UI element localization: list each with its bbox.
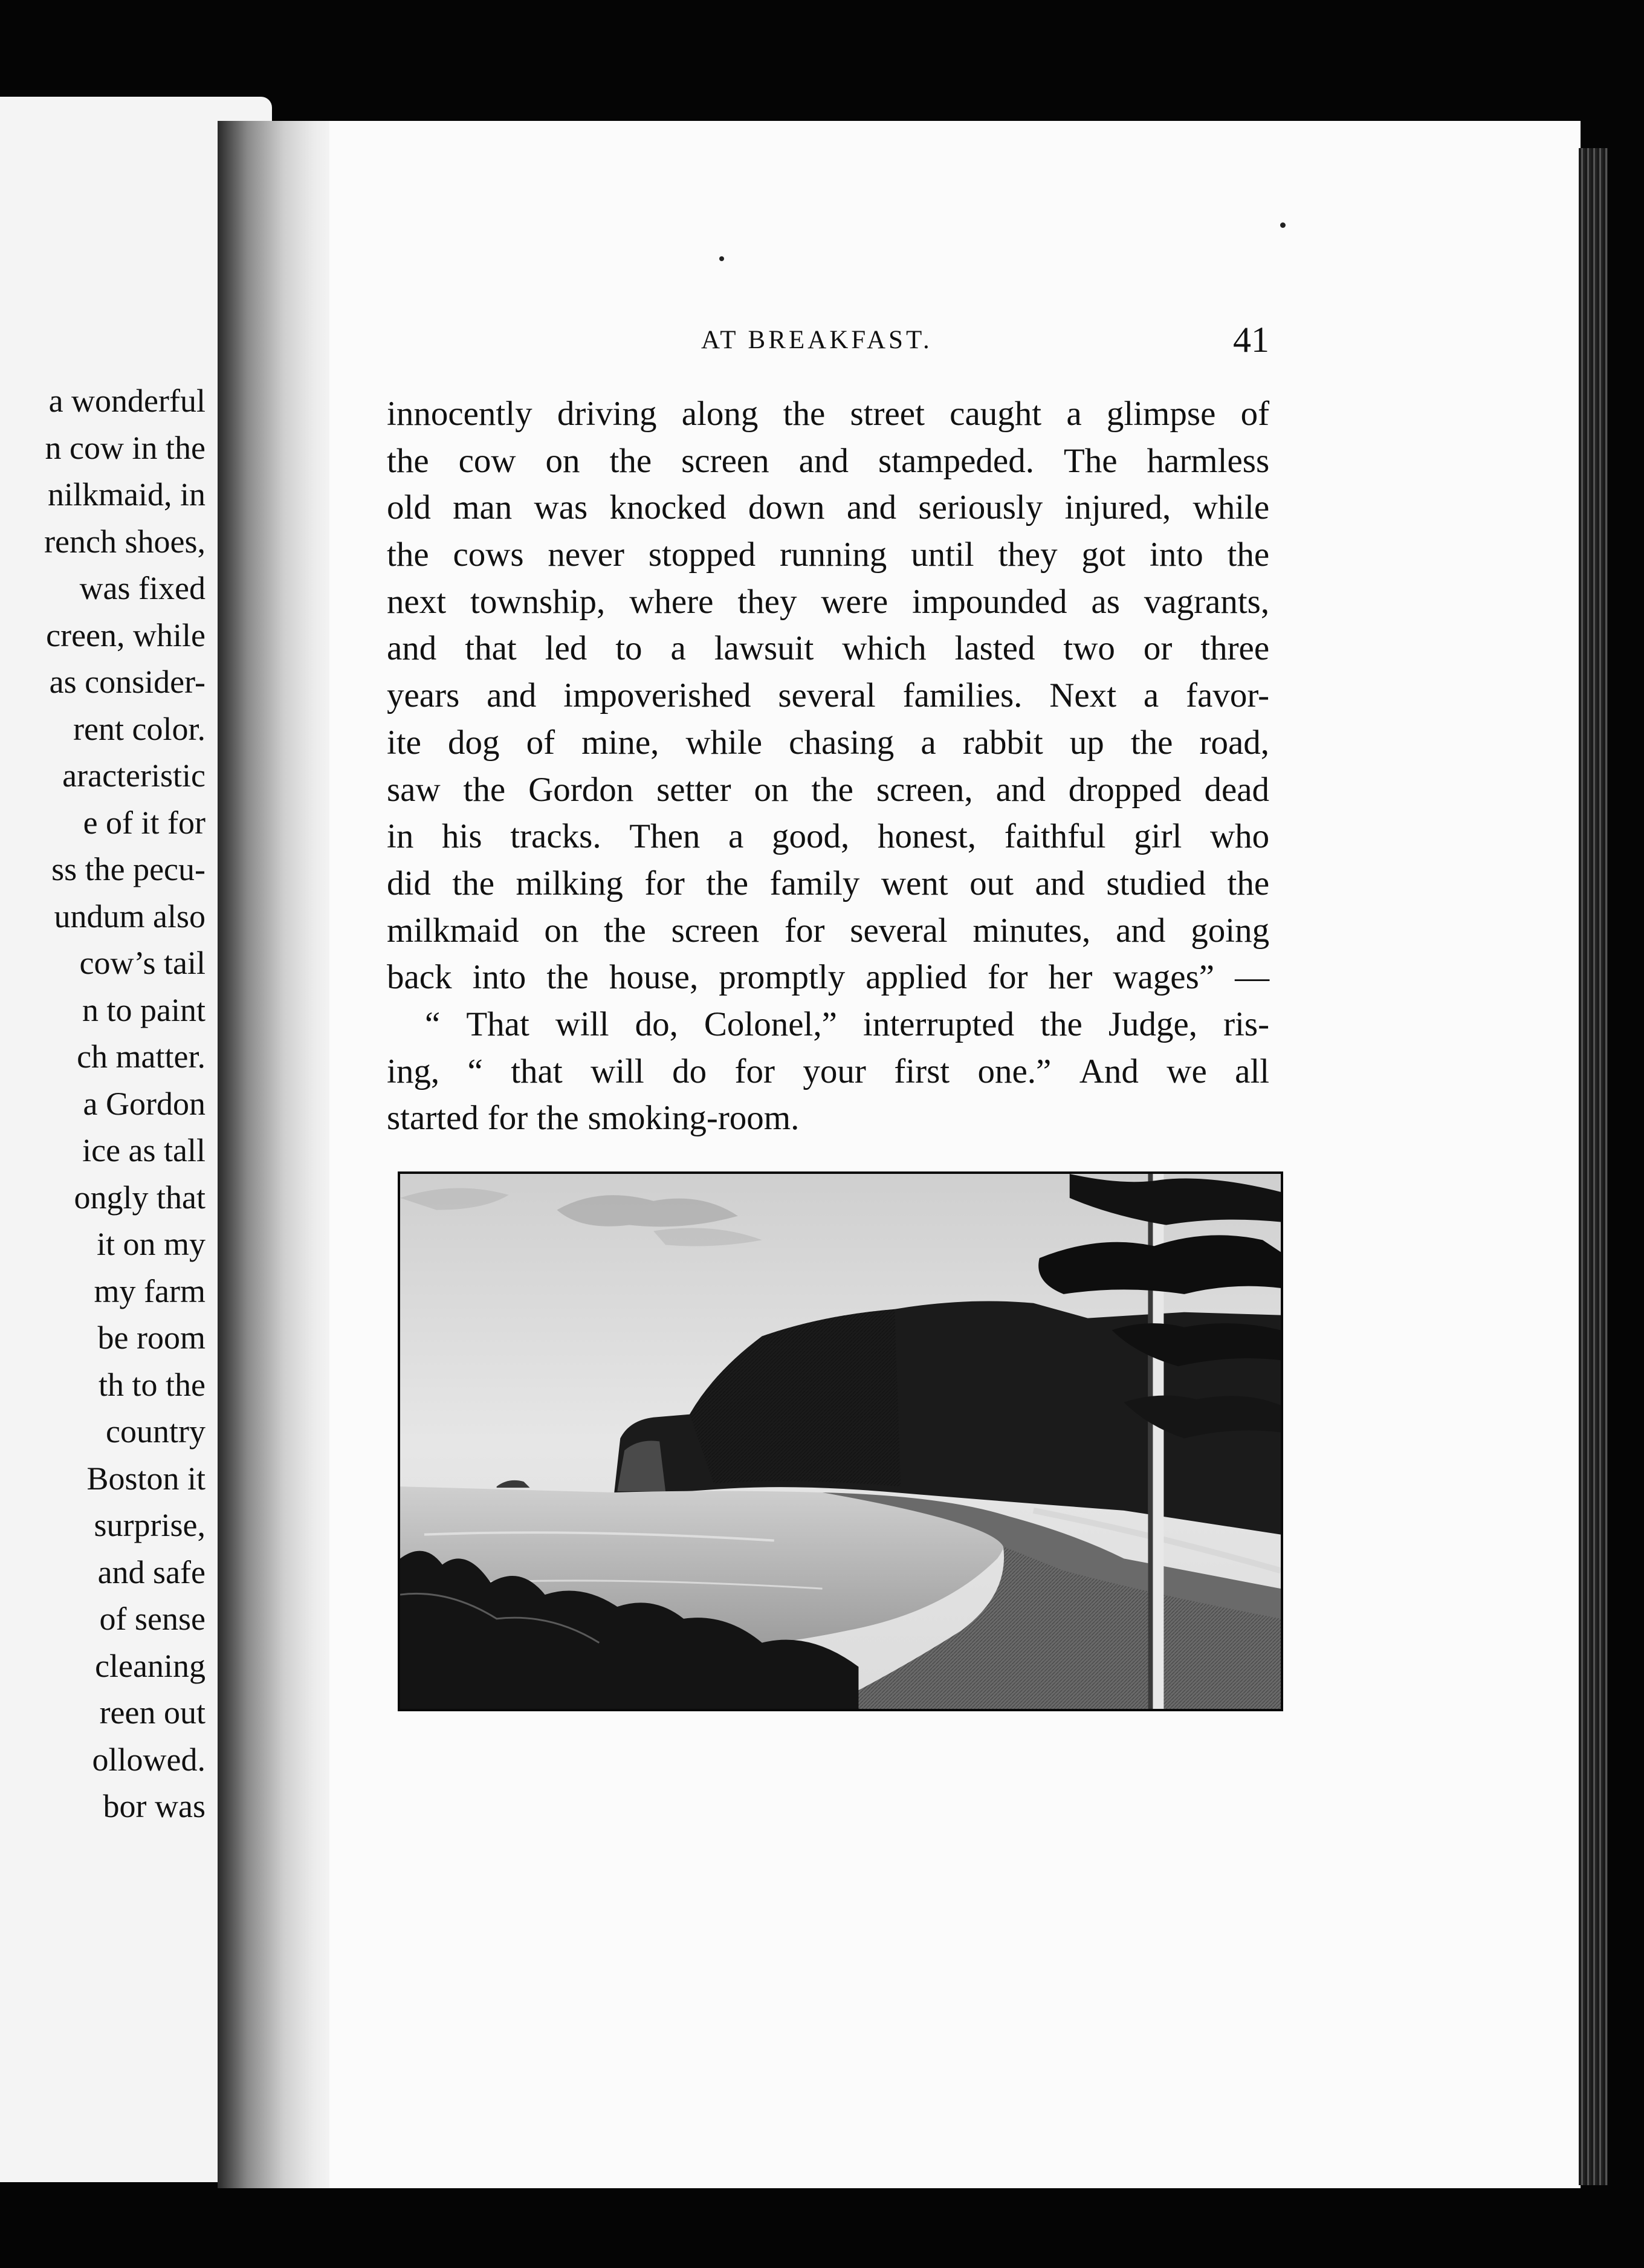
word: Then <box>629 817 701 856</box>
word: man <box>453 488 513 527</box>
word: one.” <box>977 1052 1052 1090</box>
text-line <box>387 625 1278 672</box>
text-line <box>387 438 1278 485</box>
word: out <box>969 864 1014 902</box>
left-line: creen, while <box>46 617 206 653</box>
word: innocently <box>387 395 532 433</box>
left-line: bor was <box>103 1788 206 1824</box>
word: up <box>1069 723 1104 762</box>
word: went <box>881 864 948 902</box>
word: while <box>685 723 763 762</box>
word: his <box>442 817 482 856</box>
word: tracks. <box>510 817 601 856</box>
text-line <box>387 907 1278 954</box>
page-number: 41 <box>1233 320 1269 360</box>
word: several <box>778 676 876 715</box>
word: dead <box>1204 770 1270 809</box>
word: down <box>748 488 825 527</box>
word: the <box>537 1099 579 1138</box>
word: chasing <box>789 723 895 762</box>
text-line <box>387 1095 1278 1142</box>
word: of <box>1240 395 1270 433</box>
text-line <box>387 531 1278 578</box>
word: “ <box>425 1005 441 1043</box>
word: a <box>728 817 744 856</box>
word: family <box>769 864 860 902</box>
text-line <box>387 860 1278 907</box>
word: and <box>798 441 849 480</box>
left-line: reen out <box>99 1694 206 1731</box>
text-line <box>387 719 1278 766</box>
word: a <box>670 629 686 668</box>
word: as <box>1091 582 1120 621</box>
left-line: undum also <box>54 898 206 935</box>
word: back <box>387 958 452 997</box>
word: lasted <box>954 629 1035 668</box>
left-line: as consider- <box>49 664 206 700</box>
word: setter <box>656 770 731 809</box>
page-edges <box>1579 148 1608 2185</box>
word: into <box>1150 536 1203 574</box>
word: a <box>1066 395 1082 433</box>
word: running <box>779 536 887 574</box>
word: led <box>545 629 587 668</box>
word: who <box>1209 817 1270 856</box>
word: three <box>1200 629 1270 668</box>
running-head: AT BREAKFAST. <box>701 326 933 354</box>
word: dropped <box>1068 770 1182 809</box>
left-line: of sense <box>99 1601 206 1637</box>
left-page-text <box>0 378 206 1830</box>
word: dog <box>448 723 500 762</box>
ink-speck <box>719 256 724 261</box>
word: promptly <box>719 958 846 997</box>
text-line <box>387 954 1278 1001</box>
word: knocked <box>609 488 727 527</box>
word: will <box>591 1052 644 1090</box>
word: “ <box>467 1052 483 1090</box>
word: all <box>1235 1052 1270 1090</box>
word: the <box>604 911 646 950</box>
left-line: ss the pecu- <box>51 851 206 887</box>
word: road, <box>1199 723 1270 762</box>
word: for <box>734 1052 775 1090</box>
word: mine, <box>581 723 659 762</box>
word: which <box>842 629 927 668</box>
word: first <box>894 1052 950 1090</box>
left-line: a Gordon <box>83 1085 206 1122</box>
word: while <box>1193 488 1270 527</box>
word: two <box>1063 629 1115 668</box>
text-line <box>387 484 1278 531</box>
word: the <box>609 441 652 480</box>
word: next <box>387 582 447 621</box>
word: into <box>472 958 526 997</box>
word: the <box>452 864 494 902</box>
left-line: ollowed. <box>92 1741 206 1778</box>
word: — <box>1235 958 1270 997</box>
word: screen <box>671 911 760 950</box>
left-line: be room <box>97 1320 206 1356</box>
word: street <box>850 395 925 433</box>
word: in <box>387 817 414 856</box>
word: years <box>387 676 460 715</box>
word: for <box>644 864 685 902</box>
word: for <box>988 958 1028 997</box>
word: faithful <box>1004 817 1106 856</box>
word: and <box>387 629 437 668</box>
word: rabbit <box>962 723 1043 762</box>
left-line: a wonderful <box>48 383 206 419</box>
left-line: rench shoes, <box>44 523 206 560</box>
text-line <box>387 672 1278 719</box>
left-line: th to the <box>99 1366 206 1403</box>
word: the <box>387 441 429 480</box>
word: and <box>995 770 1046 809</box>
word: that <box>465 629 517 668</box>
illustration-coastal-landscape <box>398 1171 1283 1711</box>
text-line <box>387 1048 1278 1095</box>
text-line <box>387 390 1278 438</box>
left-line: my farm <box>94 1272 206 1309</box>
left-line: n to paint <box>82 991 206 1028</box>
word: glimpse <box>1106 395 1216 433</box>
word: harmless <box>1147 441 1270 480</box>
word: impounded <box>912 582 1067 621</box>
left-line: it on my <box>96 1226 206 1262</box>
word: they <box>737 582 797 621</box>
left-line: ongly that <box>74 1179 206 1216</box>
ink-speck <box>1280 222 1286 228</box>
word: lawsuit <box>714 629 814 668</box>
word: cows <box>453 536 524 574</box>
word: ing, <box>387 1052 440 1090</box>
word: impoverished <box>563 676 751 715</box>
body-text <box>387 390 1278 1142</box>
text-line <box>387 1001 1278 1048</box>
word: cow <box>458 441 516 480</box>
word: That <box>466 1005 529 1043</box>
word: along <box>681 395 759 433</box>
left-line: country <box>106 1413 206 1450</box>
word: caught <box>950 395 1042 433</box>
word: the <box>706 864 749 902</box>
word: Gordon <box>528 770 634 809</box>
word: your <box>803 1052 866 1090</box>
word: and <box>1116 911 1166 950</box>
left-line: and safe <box>97 1554 206 1590</box>
word: good, <box>772 817 850 856</box>
word: the <box>811 770 853 809</box>
word: the <box>1227 536 1270 574</box>
word: do <box>672 1052 707 1090</box>
text-line <box>387 766 1278 814</box>
word: minutes, <box>972 911 1091 950</box>
text-line <box>387 578 1278 626</box>
word: wages” <box>1113 958 1215 997</box>
word: driving <box>557 395 657 433</box>
left-line: was fixed <box>79 570 206 606</box>
left-line: rent color. <box>73 710 206 747</box>
word: smoking-room. <box>587 1099 800 1138</box>
word: Colonel,” <box>704 1005 837 1043</box>
word: interrupted <box>863 1005 1015 1043</box>
word: did <box>387 864 431 902</box>
word: on <box>754 770 789 809</box>
word: And <box>1079 1052 1139 1090</box>
word: do, <box>635 1005 678 1043</box>
word: screen, <box>876 770 973 809</box>
book-gutter-shadow <box>218 121 338 2188</box>
word: will <box>555 1005 609 1043</box>
word: got <box>1081 536 1126 574</box>
word: stopped <box>648 536 756 574</box>
left-line: nilkmaid, in <box>48 476 206 513</box>
word: several <box>850 911 948 950</box>
word: of <box>526 723 555 762</box>
word: and <box>487 676 537 715</box>
word: and <box>1035 864 1085 902</box>
word: the <box>463 770 506 809</box>
word: were <box>821 582 888 621</box>
left-line: aracteristic <box>62 757 206 794</box>
left-line: ice as tall <box>82 1132 206 1168</box>
word: screen <box>681 441 769 480</box>
word: favor- <box>1186 676 1270 715</box>
word: milking <box>516 864 623 902</box>
word: applied <box>866 958 968 997</box>
left-line: e of it for <box>83 804 206 841</box>
left-line: cleaning <box>95 1647 206 1684</box>
word: or <box>1143 629 1173 668</box>
word: the <box>387 536 429 574</box>
word: where <box>629 582 714 621</box>
word: her <box>1048 958 1093 997</box>
word: going <box>1191 911 1270 950</box>
word: ite <box>387 723 421 762</box>
word: families. <box>902 676 1023 715</box>
left-line: surprise, <box>94 1507 206 1543</box>
word: girl <box>1134 817 1182 856</box>
word: injured, <box>1064 488 1171 527</box>
word: that <box>511 1052 563 1090</box>
word: started <box>387 1099 479 1138</box>
text-line <box>387 813 1278 860</box>
word: The <box>1063 441 1118 480</box>
word: studied <box>1106 864 1206 902</box>
word: Next <box>1049 676 1117 715</box>
word: the <box>783 395 826 433</box>
word: for <box>785 911 825 950</box>
word: for <box>487 1099 528 1138</box>
word: ris- <box>1223 1005 1270 1043</box>
word: was <box>534 488 588 527</box>
word: house, <box>609 958 699 997</box>
word: to <box>615 629 642 668</box>
word: old <box>387 488 431 527</box>
word: township, <box>470 582 606 621</box>
word: they <box>998 536 1058 574</box>
word: the <box>1040 1005 1083 1043</box>
word: stampeded. <box>878 441 1034 480</box>
word: seriously <box>918 488 1043 527</box>
word: Judge, <box>1108 1005 1198 1043</box>
word: the <box>546 958 589 997</box>
word: milkmaid <box>387 911 519 950</box>
left-line: Boston it <box>86 1460 206 1497</box>
left-line: n cow in the <box>45 429 206 466</box>
word: never <box>548 536 625 574</box>
word: and <box>846 488 897 527</box>
word: a <box>1143 676 1159 715</box>
landscape-engraving <box>400 1174 1281 1709</box>
word: on <box>544 911 579 950</box>
word: on <box>545 441 580 480</box>
word: the <box>1130 723 1173 762</box>
word: a <box>921 723 936 762</box>
word: saw <box>387 770 441 809</box>
word: until <box>911 536 974 574</box>
left-line: cow’s tail <box>79 945 206 981</box>
left-line: ch matter. <box>77 1038 206 1075</box>
word: the <box>1227 864 1270 902</box>
word: vagrants, <box>1144 582 1270 621</box>
word: honest, <box>877 817 977 856</box>
word: we <box>1167 1052 1207 1090</box>
